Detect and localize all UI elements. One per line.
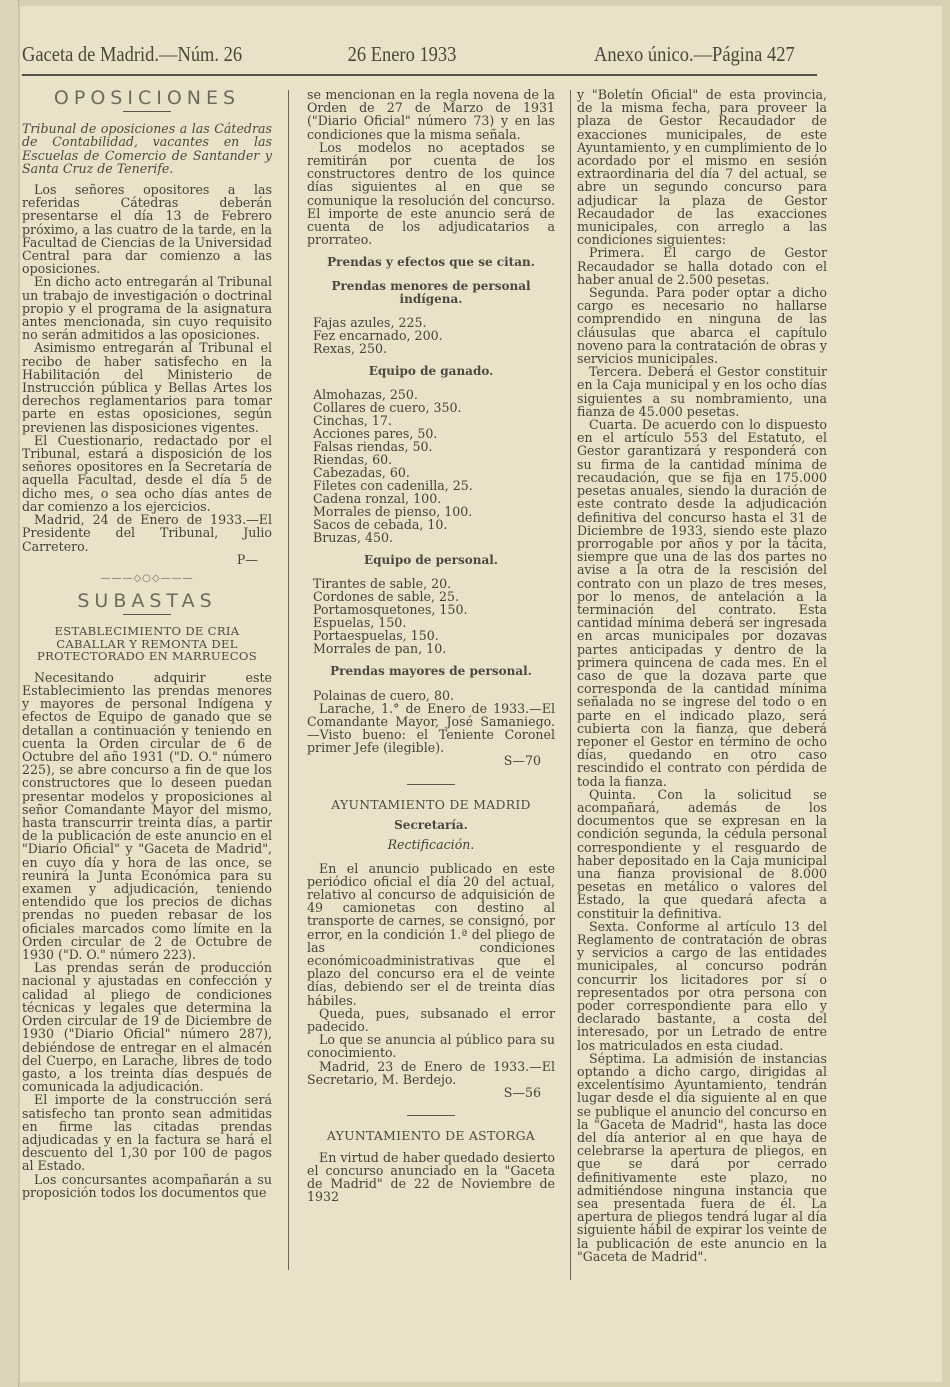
section-title-oposiciones: OPOSICIONES <box>53 87 241 109</box>
condition-cuarta: Cuarta. De acuerdo con lo dispuesto en el artículo 553 del Estatuto, el Gestor garantizará y responderá con su firma de la cantidad mínima de recaudación, que se fija en 175.000 pesetas anuales, siendo la duración de este contrato desde la adjudicación definitiva del concurso hasta el 31 de Diciembre de 1933, siendo este plazo prorrogable por años y por la tácita, siempre que una de las dos partes no avise a la otra de la rescisión del contrato con un plazo de tres meses, por lo menos, de antelación a la terminación del contrato. Esta cantidad mínima deberá ser ingresada en arcas municipales por dozavas partes anticipadas y dentro de la primera quincena de cada mes. En el caso de que la dozava parte que corresponda de la cantidad mínima señalada no se ingrese del todo o en parte en el indicado plazo, será cubierta con la fianza, que deberá reponer el Gestor en término de ocho días, quedando en otro caso rescindido el contrato con pérdida de toda la fianza. <box>577 417 827 789</box>
signature: Madrid, 24 de Enero de 1933.—El Presidente del Tribunal, Julio Carretero. <box>22 512 272 554</box>
subject-heading: Rectificación. <box>387 837 475 853</box>
signature: Madrid, 23 de Enero de 1933.—El Secretario, M. Berdejo. <box>307 1058 555 1087</box>
column-left <box>22 88 272 1199</box>
paragraph: El importe de la construcción será satisfecho tan pronto sean admitidas en firme las citadas prendas adjudicadas y en la factura se hará el descuento del 1,30 por 100 de pagos al Estado. <box>22 1092 272 1174</box>
list-item: Polainas de cuero, 80. <box>313 687 454 703</box>
list-item: Morrales de pan, 10. <box>313 641 447 657</box>
column-divider <box>288 90 289 1270</box>
title-rule <box>123 111 171 112</box>
ornament-divider: ———◇○◇——— <box>100 572 194 584</box>
paragraph: Lo que se anuncia al público para su conocimiento. <box>307 1032 555 1061</box>
paragraph: El Cuestionario, redactado por el Tribunal, estará a disposición de los señores opositores en la Secretaría de aquella Facultad, desde el día 5 de dicho mes, o sea ocho días antes de dar comienzo a los ejercicios. <box>22 432 272 514</box>
item-list <box>307 689 555 702</box>
title-rule <box>123 614 171 615</box>
condition-sexta: Sexta. Conforme al artículo 13 del Reglamento de contratación de obras y servicios a cargo de las entidades municipales, al concurso podrán concurrir los licitadores por sí o representados por otra persona con poder correspondiente para ello y declarado bastante, a costa del interesado, por un Letrado de entre los matriculados en esta ciudad. <box>577 918 827 1053</box>
list-item: Cordones de sable, 25. <box>313 589 459 605</box>
condition-quinta: Quinta. Con la solicitud se acompañará, además de los documentos que se expresan en la condición segunda, la cédula personal correspondiente y el resguardo de haber depositado en la Caja municipal una fianza provisional de 8.000 pesetas en metálico o valores del Estado, la que quedará afecta a constituir la definitiva. <box>577 786 827 921</box>
issue-date: 26 Enero 1933 <box>347 42 457 66</box>
column-divider <box>570 90 571 1280</box>
section-rule <box>407 1115 455 1116</box>
paragraph: Los modelos no aceptados se remitirán por cuenta de los constructores dentro de los quince días siguientes al en que se comunique la resolución del concurso. El importe de este anuncio será de cuenta de los adjudicatarios a prorrateo. <box>307 139 555 248</box>
paragraph: En virtud de haber quedado desierto el concurso anunciado en la "Gaceta de Madrid" de 22 de Noviembre de 1932 <box>307 1149 555 1205</box>
paragraph: se mencionan en la regla novena de la Orden de 27 de Marzo de 1931 ("Diario Oficial" número 73) y en las condiciones que la misma señala. <box>307 87 555 142</box>
paragraph: Queda, pues, subsanado el error padecido. <box>307 1005 555 1035</box>
group-heading: Prendas menores de personal indígena. <box>331 278 531 306</box>
notice-code: S—56 <box>503 1085 541 1101</box>
page-header <box>22 42 795 72</box>
page-number: Anexo único.—Página 427 <box>594 42 795 66</box>
condition-tercera: Tercera. Deberá el Gestor constituir en la Caja municipal y en los ocho días siguientes a su nombramiento, una fianza de 45.000 pesetas. <box>577 364 827 419</box>
paragraph: Necesitando adquirir este Establecimiento las prendas menores y mayores de personal Indígena y efectos de Equipo de ganado que se detallan a continuación y teniendo en cuenta la Orden circular de 6 de Octubre del año 1931 ("D. O." número 225), se abre concurso a fin de que los constructores que lo deseen puedan presentar modelos y proposiciones al señor Comandante Mayor del mismo, hasta transcurrir treinta días, a partir de la publicación de este anuncio en el "Diario Oficial" y "Gaceta de Madrid", en cuyo día y hora de las once, se reunirá la Junta Económica para su examen y adjudicación, teniendo entendido que los precios de dichas prendas no pueden rebasar de los oficiales marcados como límite en la Orden circular de 2 de Octubre de 1930 ("D. O." número 223). <box>22 669 272 963</box>
item-list <box>307 316 555 355</box>
section-title-subastas: SUBASTAS <box>77 590 217 613</box>
entity-heading: ESTABLECIMIENTO DE CRIA CABALLAR Y REMONTA DEL PROTECTORADO EN MARRUECOS <box>37 624 257 664</box>
items-heading: Prendas y efectos que se citan. <box>327 255 535 270</box>
paragraph: Los señores opositores a las referidas Cátedras deberán presentarse el día 13 de Febrero próximo, a las cuatro de la tarde, en la Facultad de Ciencias de la Universidad Central para dar comienzo a las oposiciones. <box>22 182 272 277</box>
list-item: Espuelas, 150. <box>313 615 407 631</box>
list-item: Sacos de cebada, 10. <box>313 517 448 533</box>
item-list <box>307 388 555 544</box>
section-rule <box>407 784 455 785</box>
column-right <box>577 88 827 1263</box>
paragraph: Las prendas serán de producción nacional y ajustadas en confección y calidad al pliego de condiciones técnicas y legales que determina la Orden circular de 19 de Diciembre de 1930 ("Diario Oficial" número 287), debiéndose de entregar en el almacén del Cuerpo, en Larache, libres de todo gasto, a los treinta días después de comunicada la adjudicación. <box>22 960 272 1095</box>
item-list <box>307 577 555 655</box>
paragraph: En el anuncio publicado en este periódico oficial el día 20 del actual, relativo al concurso de adquisición de 49 camionetas con destino al transporte de carnes, se consignó, por error, en la condición 1.ª del pliego de las condiciones económicoadministrativas que el plazo del concurso era el de veinte días, debiendo ser el de treinta días hábiles. <box>307 860 555 1008</box>
paragraph: Los concursantes acompañarán a su proposición todos los documentos que <box>22 1171 272 1200</box>
column-middle <box>307 88 555 1204</box>
notice-subhead: Tribunal de oposiciones a las Cátedras de Contabilidad, vacantes en las Escuelas de Comercio de Santander y Santa Cruz de Tenerife. <box>22 121 272 176</box>
entity-heading: AYUNTAMIENTO DE MADRID <box>331 796 531 812</box>
paragraph: Asimismo entregarán al Tribunal el recibo de haber satisfecho en la Habilitación del Ministerio de Instrucción pública y Bellas Artes los derechos reglamentarios para tomar parte en estas oposiciones, según previenen las disposiciones vigentes. <box>22 340 272 435</box>
list-item: Acciones pares, 50. <box>313 426 438 442</box>
group-heading: Prendas mayores de personal. <box>330 664 532 679</box>
group-heading: Equipo de ganado. <box>368 364 494 379</box>
list-item: Cinchas, 17. <box>313 413 392 429</box>
paragraph: En dicho acto entregarán al Tribunal un trabajo de investigación o doctrinal propio y el programa de la asignatura antes mencionada, sin cuyo requisito no serán admitidos a las oposiciones. <box>22 274 272 343</box>
list-item: Filetes con cadenilla, 25. <box>313 478 473 494</box>
list-item: Bruzas, 450. <box>313 530 394 546</box>
header-rule <box>22 74 817 76</box>
notice-code: P— <box>236 551 258 567</box>
list-item: Rexas, 250. <box>313 341 388 357</box>
list-item: Falsas riendas, 50. <box>313 439 433 455</box>
paragraph: y "Boletín Oficial" de esta provincia, de la misma fecha, para proveer la plaza de Gestor Recaudador de exacciones municipales, de este Ayuntamiento, y en cumplimiento de lo acordado por el mismo en sesión extraordinaria del día 7 del actual, se abre un segundo concurso para adjudicar la plaza de Gestor Recaudador de las exacciones municipales, con arreglo a las condiciones siguientes: <box>577 87 827 248</box>
condition-segunda: Segunda. Para poder optar a dicho cargo es necesario no hallarse comprendido en ninguna de las cláusulas que abarca el capítulo noveno para la contratación de obras y servicios municipales. <box>577 285 827 367</box>
list-item: Collares de cuero, 350. <box>313 400 462 416</box>
list-item: Tirantes de sable, 20. <box>313 576 452 592</box>
list-item: Cadena ronzal, 100. <box>313 491 442 507</box>
list-item: Fez encarnado, 200. <box>313 328 443 344</box>
notice-code: S—70 <box>503 753 541 769</box>
list-item: Portaespuelas, 150. <box>313 628 439 644</box>
group-heading: Equipo de personal. <box>364 553 498 568</box>
condition-septima: Séptima. La admisión de instancias optando a dicho cargo, dirigidas al excelentísimo Ayuntamiento, tendrán lugar desde el día siguiente al en que se publique el anuncio del concurso en la "Gaceta de Madrid", hasta las doce del día anterior al en que haya de celebrarse la apertura de pliegos, en que se dará por cerrado definitivamente este plazo, no admitiéndose ninguna instancia que sea presentada fuera de él. La apertura de pliegos tendrá lugar al día siguiente hábil de expirar los veinte de la publicación de este anuncio en la "Gaceta de Madrid". <box>577 1050 827 1264</box>
list-item: Cabezadas, 60. <box>313 465 410 481</box>
list-item: Riendas, 60. <box>313 452 393 468</box>
signature: Larache, 1.° de Enero de 1933.—El Comandante Mayor, José Samaniego.—Visto bueno: el Teniente Coronel primer Jefe (ilegible). <box>307 700 555 756</box>
publication-title: Gaceta de Madrid.—Núm. 26 <box>22 42 243 66</box>
list-item: Morrales de pienso, 100. <box>313 504 473 520</box>
department-heading: Secretaría. <box>394 818 468 833</box>
entity-heading: AYUNTAMIENTO DE ASTORGA <box>326 1128 536 1144</box>
binding-edge <box>0 0 19 1387</box>
list-item: Almohazas, 250. <box>313 387 418 403</box>
list-item: Portamosquetones, 150. <box>313 602 468 618</box>
list-item: Fajas azules, 225. <box>313 315 427 331</box>
condition-primera: Primera. El cargo de Gestor Recaudador se halla dotado con el haber anual de 2.500 pesetas. <box>577 245 827 287</box>
